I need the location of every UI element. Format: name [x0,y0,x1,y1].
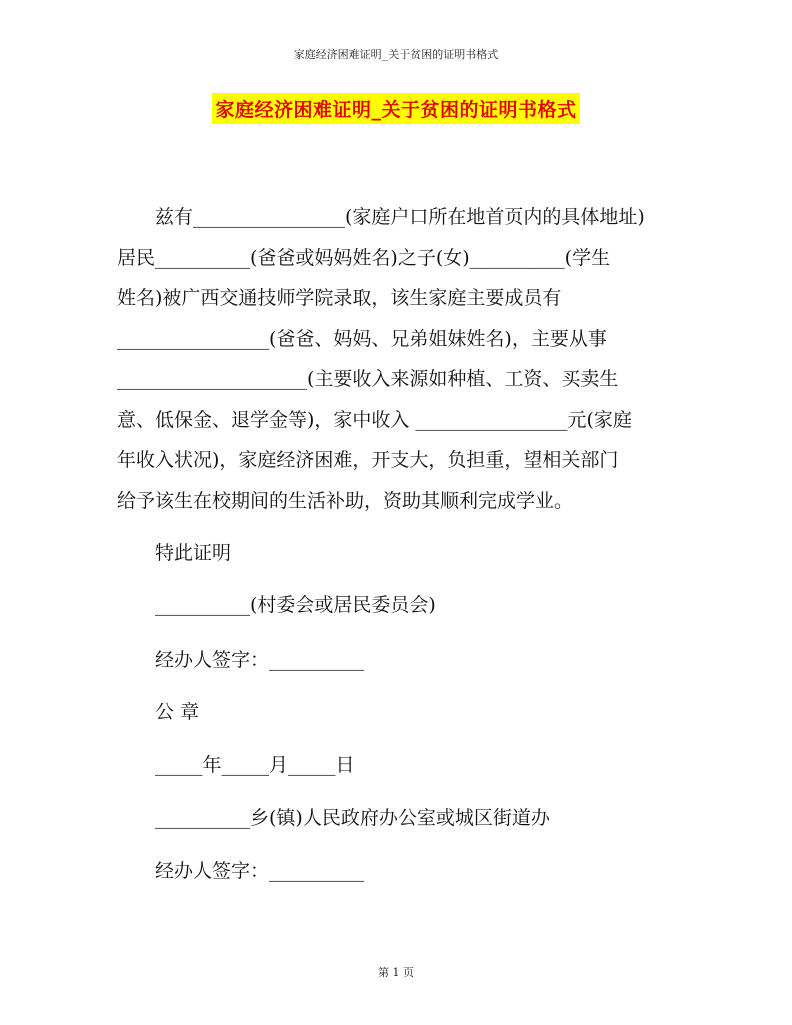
certificate-body-paragraph [117,197,683,521]
signature-line-2: 经办人签字：__________ [155,860,365,882]
body-line: ________________(爸爸、妈妈、兄弟姐妹姓名)，主要从事 [117,327,607,350]
body-line: 兹有________________(家庭户口所在地首页内的具体地址) [155,206,645,228]
official-seal-label: 公 章 [155,701,200,723]
body-line: 意、低保金、退学金等)，家中收入 ________________元(家庭 [117,408,632,431]
running-header: 家庭经济困难证明_关于贫困的证明书格式 [293,48,499,61]
page-number: 第 1 页 [378,966,414,979]
document-title: 家庭经济困难证明_关于贫困的证明书格式 [212,93,579,124]
body-line: 年收入状况)，家庭经济困难，开支大，负担重，望相关部门 [117,449,619,471]
date-line: _____年_____月_____日 [155,754,355,776]
body-line: 居民__________(爸爸或妈妈姓名)之子(女)__________(学生 [117,246,611,269]
title-container [0,93,792,124]
body-line: 姓名)被广西交通技师学院录取，该生家庭主要成员有 [117,287,562,309]
body-line: 给予该生在校期间的生活补助，资助其顺利完成学业。 [117,489,574,512]
closing-statement: 特此证明 [155,542,232,564]
signature-line-1: 经办人签字：__________ [155,649,365,671]
committee-line: __________(村委会或居民委员会) [155,594,436,616]
body-line: ____________________(主要收入来源如种植、工资、买卖生 [117,368,619,390]
government-office-line: __________乡(镇)人民政府办公室或城区街道办 [155,807,550,829]
